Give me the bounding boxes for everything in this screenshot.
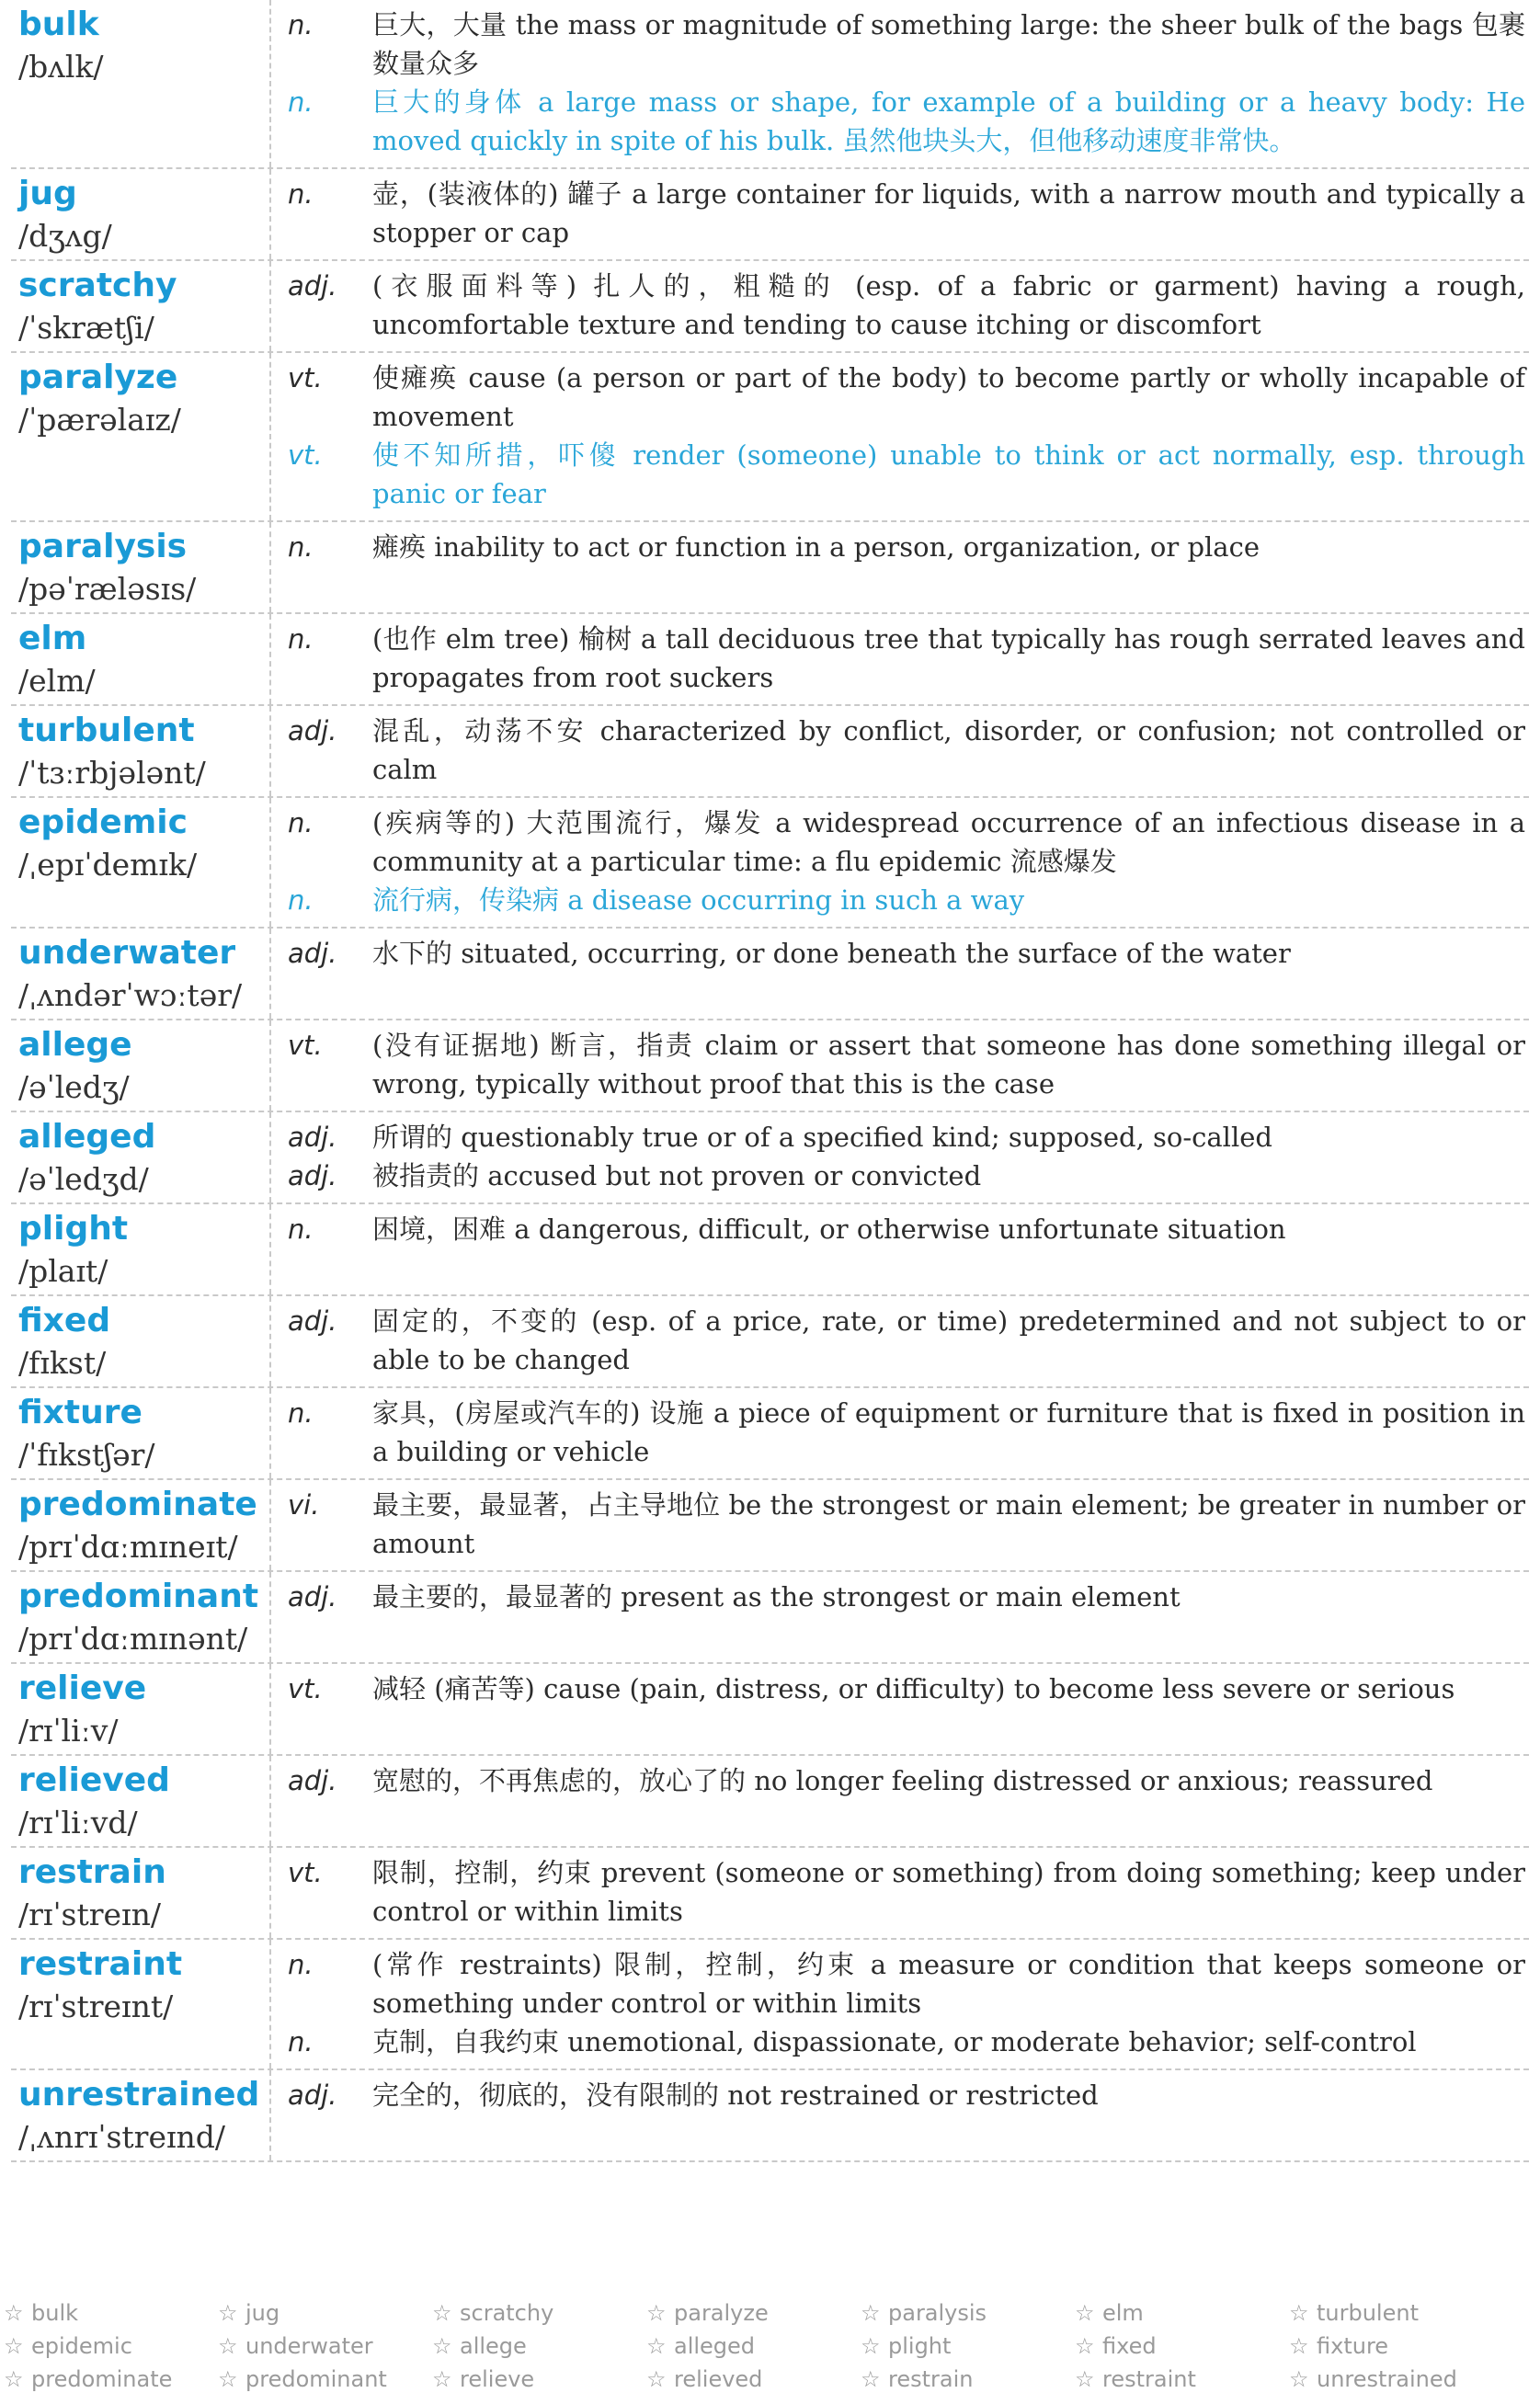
- sense: [271, 2023, 1529, 2061]
- headword: predominant: [18, 1578, 259, 1615]
- definition: 使瘫痪 cause (a person or part of the body) to become partly or wholly incapable of movement: [372, 362, 1525, 432]
- sense: [271, 1157, 1529, 1195]
- checklist-word: alleged: [674, 2333, 756, 2359]
- headword-cell: [11, 1664, 271, 1754]
- sense: [271, 6, 1529, 83]
- senses-cell: [271, 1204, 1529, 1294]
- checklist-item: [432, 2296, 646, 2330]
- entry-row: [11, 614, 1529, 706]
- definition: 最主要的，最显著的 present as the strongest or main element: [372, 1581, 1181, 1612]
- checklist-word: predominant: [245, 2366, 387, 2392]
- headword: epidemic: [18, 803, 188, 841]
- entry-row: [11, 1480, 1529, 1572]
- star-icon: ☆: [1289, 2300, 1309, 2326]
- headword: relieved: [18, 1761, 170, 1799]
- checklist-item: [1075, 2296, 1289, 2330]
- definition: 限制，控制，约束 prevent (someone or something) from doing something; keep under control or within limits: [372, 1857, 1525, 1927]
- headword: bulk: [18, 6, 99, 43]
- senses-cell: [271, 1572, 1529, 1662]
- definition: 固定的，不变的 (esp. of a price, rate, or time) predetermined and not subject to or able to be changed: [372, 1305, 1525, 1375]
- entry-row: [11, 1664, 1529, 1756]
- headword: underwater: [18, 934, 236, 972]
- sense: [271, 267, 1529, 344]
- part-of-speech: n.: [288, 86, 314, 118]
- headword-cell: [11, 1296, 271, 1386]
- checklist-word: turbulent: [1317, 2300, 1419, 2326]
- sense: [271, 1486, 1529, 1563]
- star-icon: ☆: [1289, 2333, 1309, 2359]
- headword-cell: [11, 614, 271, 704]
- headword: paralyze: [18, 359, 178, 396]
- headword: turbulent: [18, 712, 195, 749]
- headword: alleged: [18, 1118, 156, 1156]
- checklist-word: fixed: [1102, 2333, 1157, 2359]
- star-icon: ☆: [646, 2300, 667, 2326]
- definition: 巨大，大量 the mass or magnitude of something large: the sheer bulk of the bags 包裹数量众多: [372, 9, 1525, 79]
- entry-row: [11, 1940, 1529, 2070]
- part-of-speech: adj.: [288, 1305, 337, 1337]
- definition: 克制，自我约束 unemotional, dispassionate, or moderate behavior; self-control: [372, 2026, 1417, 2057]
- definition: (衣服面料等) 扎人的，粗糙的 (esp. of a fabric or garment) having a rough, uncomfortable texture and tending to cause itching or discomfort: [372, 270, 1525, 340]
- checklist-item: [861, 2296, 1075, 2330]
- part-of-speech: adj.: [288, 270, 337, 302]
- part-of-speech: vt.: [288, 1030, 323, 1061]
- part-of-speech: vt.: [288, 1857, 323, 1888]
- definition: (也作 elm tree) 榆树 a tall deciduous tree that typically has rough serrated leaves and propagates from root suckers: [372, 623, 1525, 693]
- entry-row: [11, 1020, 1529, 1112]
- entry-row: [11, 522, 1529, 614]
- senses-cell: [271, 1112, 1529, 1202]
- phonetic: /bʌlk/: [18, 49, 104, 85]
- definition: 壶，(装液体的) 罐子 a large container for liquids, with a narrow mouth and typically a stopper or cap: [372, 178, 1525, 248]
- star-icon: ☆: [1289, 2366, 1309, 2392]
- senses-cell: [271, 522, 1529, 612]
- headword-cell: [11, 0, 271, 167]
- sense: [271, 803, 1529, 881]
- checklist-item: [432, 2363, 646, 2393]
- checklist-item: [4, 2330, 218, 2363]
- part-of-speech: vt.: [288, 1673, 323, 1704]
- part-of-speech: n.: [288, 884, 314, 916]
- entry-row: [11, 1388, 1529, 1480]
- senses-cell: [271, 706, 1529, 796]
- part-of-speech: adj.: [288, 938, 337, 969]
- checklist-word: paralyze: [674, 2300, 769, 2326]
- checklist-word: underwater: [245, 2333, 373, 2359]
- headword-cell: [11, 1572, 271, 1662]
- definition: 所谓的 questionably true or of a specified kind; supposed, so-called: [372, 1122, 1272, 1153]
- definition: (没有证据地) 断言，指责 claim or assert that someone has done something illegal or wrong, typically without proof that this is the case: [372, 1030, 1525, 1100]
- part-of-speech: n.: [288, 1214, 314, 1245]
- headword-cell: [11, 522, 271, 612]
- sense: [271, 1026, 1529, 1103]
- sense: [271, 620, 1529, 697]
- sense: [271, 436, 1529, 513]
- entry-row: [11, 1572, 1529, 1664]
- part-of-speech: n.: [288, 807, 314, 838]
- part-of-speech: adj.: [288, 1122, 337, 1153]
- phonetic: /ˈpærəlaɪz/: [18, 402, 181, 438]
- definition: 减轻 (痛苦等) cause (pain, distress, or difficulty) to become less severe or serious: [372, 1673, 1455, 1704]
- entry-row: [11, 169, 1529, 261]
- headword: scratchy: [18, 267, 177, 304]
- checklist-item: [646, 2296, 861, 2330]
- headword-cell: [11, 1756, 271, 1846]
- phonetic: /pəˈræləsɪs/: [18, 571, 197, 607]
- checklist-item: [4, 2296, 218, 2330]
- phonetic: /dʒʌg/: [18, 218, 112, 254]
- senses-cell: [271, 1664, 1529, 1754]
- phonetic: /ˌepɪˈdemɪk/: [18, 847, 198, 883]
- senses-cell: [271, 1940, 1529, 2068]
- phonetic: /rɪˈstreɪnt/: [18, 1988, 174, 2024]
- checklist-word: unrestrained: [1317, 2366, 1457, 2392]
- star-icon: ☆: [432, 2333, 452, 2359]
- sense: [271, 175, 1529, 252]
- phonetic: /prɪˈdɑːmɪneɪt/: [18, 1529, 238, 1565]
- headword: fixture: [18, 1394, 143, 1431]
- part-of-speech: vt.: [288, 362, 323, 393]
- definition: 完全的，彻底的，没有限制的 not restrained or restricted: [372, 2080, 1099, 2111]
- star-icon: ☆: [646, 2333, 667, 2359]
- sense: [271, 1669, 1529, 1708]
- checklist-item: [218, 2330, 432, 2363]
- part-of-speech: adj.: [288, 2080, 337, 2111]
- definition: 水下的 situated, occurring, or done beneath the surface of the water: [372, 938, 1291, 969]
- sense: [271, 528, 1529, 566]
- sense: [271, 2076, 1529, 2114]
- senses-cell: [271, 1756, 1529, 1846]
- entry-row: [11, 706, 1529, 798]
- senses-cell: [271, 929, 1529, 1019]
- star-icon: ☆: [218, 2333, 238, 2359]
- checklist-word: paralysis: [888, 2300, 987, 2326]
- entry-row: [11, 1848, 1529, 1940]
- star-icon: ☆: [432, 2300, 452, 2326]
- senses-cell: [271, 2070, 1529, 2160]
- headword: relieve: [18, 1669, 147, 1707]
- checklist-word: predominate: [31, 2366, 173, 2392]
- part-of-speech: vt.: [288, 439, 323, 471]
- headword-cell: [11, 2070, 271, 2160]
- definition: 瘫痪 inability to act or function in a person, organization, or place: [372, 531, 1260, 563]
- headword: predominate: [18, 1486, 257, 1523]
- star-icon: ☆: [861, 2366, 881, 2392]
- checklist-word: relieved: [674, 2366, 763, 2392]
- headword-cell: [11, 1388, 271, 1478]
- checklist-item: [1289, 2296, 1503, 2330]
- headword-cell: [11, 1940, 271, 2068]
- definition: 使不知所措，吓傻 render (someone) unable to think or act normally, esp. through panic or fear: [372, 439, 1525, 509]
- headword-cell: [11, 798, 271, 927]
- senses-cell: [271, 1020, 1529, 1111]
- star-icon: ☆: [1075, 2300, 1095, 2326]
- senses-cell: [271, 0, 1529, 167]
- star-icon: ☆: [861, 2333, 881, 2359]
- sense: [271, 1302, 1529, 1379]
- headword-cell: [11, 1204, 271, 1294]
- definition: 最主要，最显著，占主导地位 be the strongest or main element; be greater in number or amount: [372, 1489, 1525, 1559]
- part-of-speech: n.: [288, 1949, 314, 1980]
- checklist-word: scratchy: [460, 2300, 554, 2326]
- star-icon: ☆: [1075, 2333, 1095, 2359]
- checklist-item: [432, 2330, 646, 2363]
- sense: [271, 934, 1529, 973]
- part-of-speech: adj.: [288, 1581, 337, 1612]
- entry-row: [11, 261, 1529, 353]
- checklist-word: allege: [460, 2333, 527, 2359]
- checklist-word: bulk: [31, 2300, 79, 2326]
- entry-table: [11, 0, 1529, 2162]
- headword: unrestrained: [18, 2076, 260, 2114]
- headword-cell: [11, 1480, 271, 1570]
- checklist-word: elm: [1102, 2300, 1144, 2326]
- definition: 被指责的 accused but not proven or convicted: [372, 1160, 982, 1191]
- checklist-item: [1075, 2363, 1289, 2393]
- checklist-word: restrain: [888, 2366, 974, 2392]
- phonetic: /plaɪt/: [18, 1253, 108, 1289]
- checklist-word: relieve: [460, 2366, 535, 2392]
- checklist-word: restraint: [1102, 2366, 1196, 2392]
- part-of-speech: n.: [288, 9, 314, 40]
- phonetic: /əˈledʒ/: [18, 1069, 130, 1105]
- phonetic: /rɪˈliːv/: [18, 1713, 119, 1749]
- senses-cell: [271, 169, 1529, 259]
- star-icon: ☆: [432, 2366, 452, 2392]
- headword: allege: [18, 1026, 132, 1064]
- star-icon: ☆: [4, 2300, 24, 2326]
- entry-row: [11, 1112, 1529, 1204]
- senses-cell: [271, 1848, 1529, 1938]
- part-of-speech: n.: [288, 531, 314, 563]
- headword: restraint: [18, 1945, 183, 1983]
- checklist-item: [861, 2330, 1075, 2363]
- star-icon: ☆: [4, 2333, 24, 2359]
- headword-cell: [11, 1112, 271, 1202]
- definition: 混乱，动荡不安 characterized by conflict, disorder, or confusion; not controlled or calm: [372, 715, 1525, 785]
- headword: plight: [18, 1210, 129, 1248]
- phonetic: /ˌʌndərˈwɔːtər/: [18, 977, 243, 1013]
- checklist-item: [861, 2363, 1075, 2393]
- entry-row: [11, 798, 1529, 929]
- part-of-speech: n.: [288, 2026, 314, 2057]
- sense: [271, 83, 1529, 160]
- part-of-speech: n.: [288, 623, 314, 655]
- checklist-item: [1289, 2363, 1503, 2393]
- checklist-item: [646, 2363, 861, 2393]
- phonetic: /fɪkst/: [18, 1345, 107, 1381]
- sense: [271, 1578, 1529, 1616]
- entry-row: [11, 1204, 1529, 1296]
- headword: paralysis: [18, 528, 188, 565]
- sense: [271, 1394, 1529, 1471]
- headword-cell: [11, 1848, 271, 1938]
- phonetic: /rɪˈliːvd/: [18, 1805, 138, 1840]
- checklist-item: [1289, 2330, 1503, 2363]
- headword-cell: [11, 706, 271, 796]
- definition: (常作 restraints) 限制，控制，约束 a measure or condition that keeps someone or something under control or within limits: [372, 1949, 1525, 2019]
- sense: [271, 1761, 1529, 1800]
- checklist-item: [218, 2296, 432, 2330]
- entry-row: [11, 353, 1529, 522]
- definition: 家具，(房屋或汽车的) 设施 a piece of equipment or furniture that is fixed in position in a building or vehicle: [372, 1397, 1525, 1467]
- sense: [271, 359, 1529, 436]
- sense: [271, 712, 1529, 789]
- checklist-word: plight: [888, 2333, 952, 2359]
- senses-cell: [271, 614, 1529, 704]
- star-icon: ☆: [1075, 2366, 1095, 2392]
- phonetic: /rɪˈstreɪn/: [18, 1897, 161, 1932]
- part-of-speech: adj.: [288, 715, 337, 746]
- star-icon: ☆: [4, 2366, 24, 2392]
- phonetic: /ˌʌnrɪˈstreɪnd/: [18, 2119, 226, 2155]
- sense: [271, 1118, 1529, 1157]
- part-of-speech: n.: [288, 178, 314, 210]
- sense: [271, 1945, 1529, 2023]
- senses-cell: [271, 798, 1529, 927]
- checklist-item: [4, 2363, 218, 2393]
- phonetic: /elm/: [18, 663, 96, 699]
- checklist-word: fixture: [1317, 2333, 1389, 2359]
- headword: fixed: [18, 1302, 111, 1339]
- part-of-speech: vi.: [288, 1489, 320, 1521]
- sense: [271, 1853, 1529, 1931]
- senses-cell: [271, 1480, 1529, 1570]
- definition: (疾病等的) 大范围流行，爆发 a widespread occurrence of an infectious disease in a community at a particular time: a flu epidemic 流感爆发: [372, 807, 1525, 877]
- checklist-item: [646, 2330, 861, 2363]
- checklist-item: [1075, 2330, 1289, 2363]
- entry-row: [11, 929, 1529, 1020]
- senses-cell: [271, 1388, 1529, 1478]
- entry-row: [11, 0, 1529, 169]
- star-icon: ☆: [218, 2366, 238, 2392]
- phonetic: /prɪˈdɑːmɪnənt/: [18, 1621, 248, 1657]
- definition: 流行病，传染病 a disease occurring in such a way: [372, 884, 1025, 916]
- entry-row: [11, 1296, 1529, 1388]
- definition: 困境，困难 a dangerous, difficult, or otherwise unfortunate situation: [372, 1214, 1286, 1245]
- headword-cell: [11, 929, 271, 1019]
- part-of-speech: adj.: [288, 1160, 337, 1191]
- phonetic: /əˈledʒd/: [18, 1161, 149, 1197]
- senses-cell: [271, 1296, 1529, 1386]
- headword-cell: [11, 261, 271, 351]
- entry-row: [11, 2070, 1529, 2162]
- part-of-speech: adj.: [288, 1765, 337, 1796]
- headword: restrain: [18, 1853, 166, 1891]
- headword-cell: [11, 1020, 271, 1111]
- headword-cell: [11, 169, 271, 259]
- star-icon: ☆: [646, 2366, 667, 2392]
- entry-row: [11, 1756, 1529, 1848]
- phonetic: /ˈtɜːrbjələnt/: [18, 755, 206, 791]
- senses-cell: [271, 353, 1529, 520]
- senses-cell: [271, 261, 1529, 351]
- headword: elm: [18, 620, 87, 657]
- definition: 宽慰的，不再焦虑的，放心了的 no longer feeling distressed or anxious; reassured: [372, 1765, 1433, 1796]
- star-icon: ☆: [218, 2300, 238, 2326]
- headword: jug: [18, 175, 77, 212]
- headword-cell: [11, 353, 271, 520]
- sense: [271, 881, 1529, 919]
- checklist-word: jug: [245, 2300, 280, 2326]
- part-of-speech: n.: [288, 1397, 314, 1429]
- checklist-word: epidemic: [31, 2333, 132, 2359]
- star-icon: ☆: [861, 2300, 881, 2326]
- definition: 巨大的身体 a large mass or shape, for example of a building or a heavy body: He moved quickly in spite of his bulk. 虽然他块头大，但他移动速度非常快。: [372, 86, 1525, 156]
- word-checklist: [0, 2296, 1540, 2393]
- phonetic: /ˈfɪkstʃər/: [18, 1437, 155, 1473]
- checklist-item: [218, 2363, 432, 2393]
- phonetic: /ˈskrætʃi/: [18, 310, 154, 346]
- sense: [271, 1210, 1529, 1248]
